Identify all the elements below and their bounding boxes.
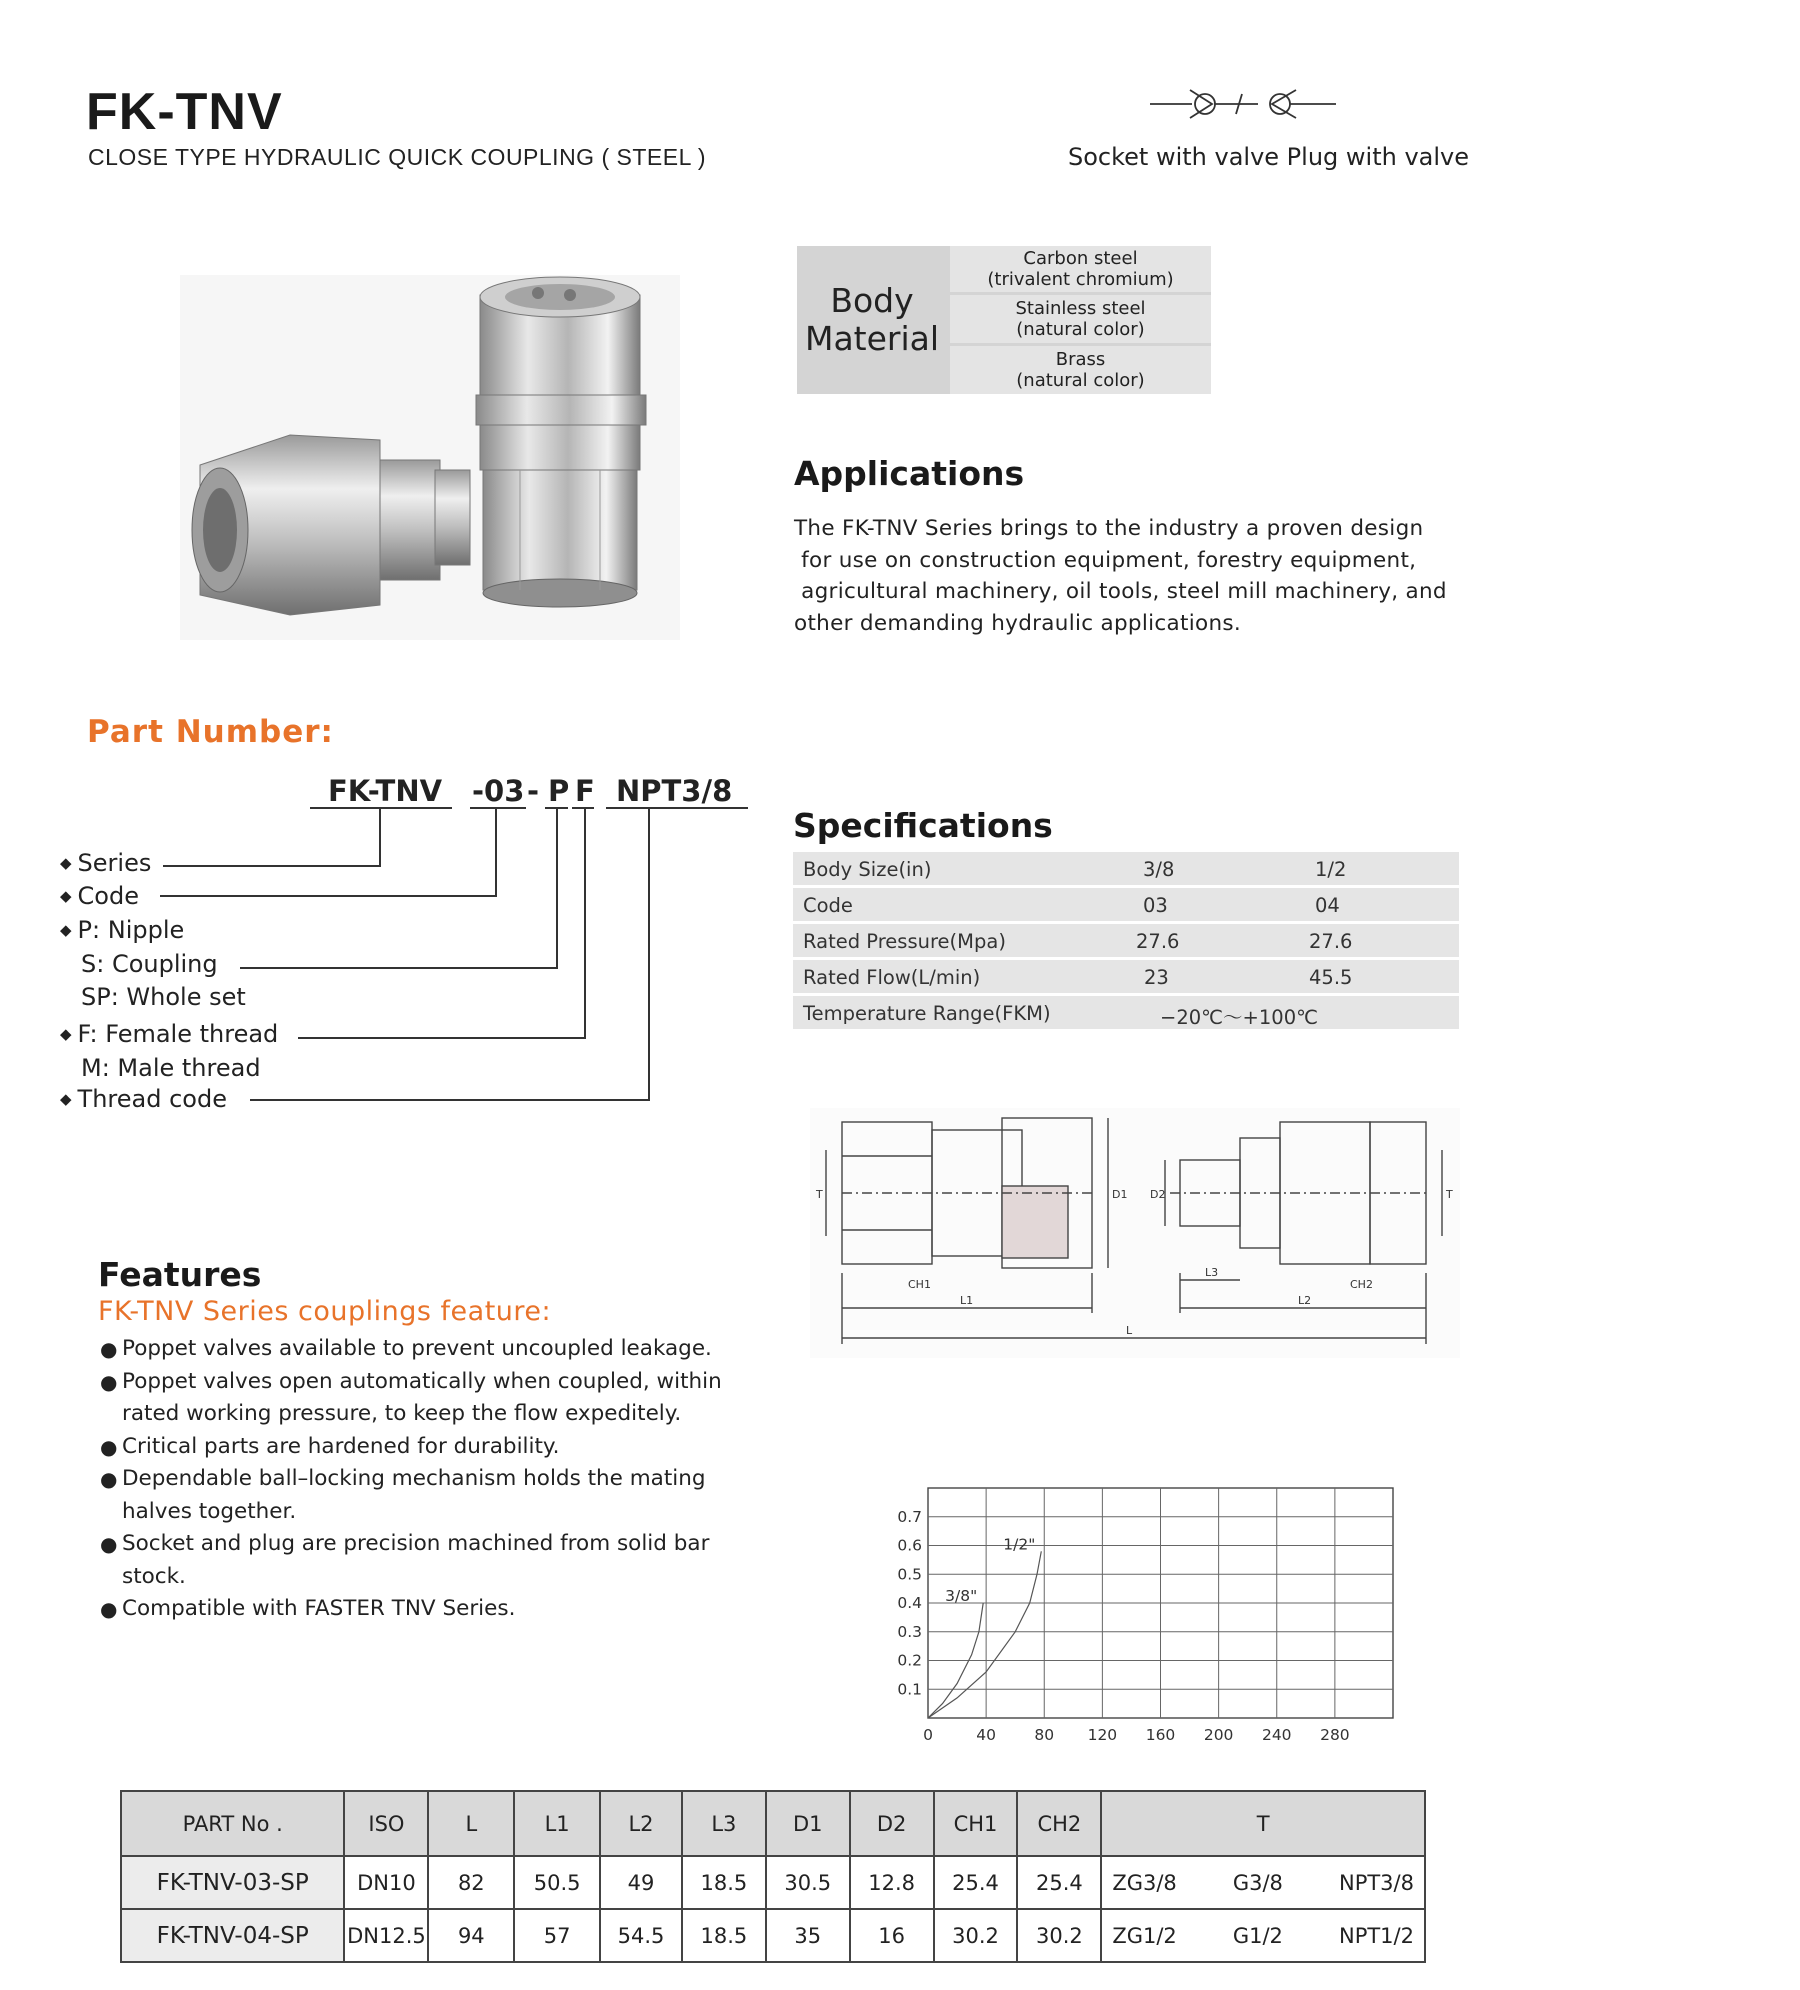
col-header: CH2	[1017, 1791, 1101, 1856]
y-tick-label: 0.7	[897, 1507, 922, 1526]
col-header: CH1	[934, 1791, 1018, 1856]
x-tick-label: 80	[1034, 1726, 1055, 1740]
dim-t-left: T	[816, 1188, 823, 1201]
y-tick-label: 0.6	[897, 1536, 922, 1555]
applications-heading: Applications	[794, 454, 1025, 493]
dim-ch1: CH1	[908, 1278, 931, 1291]
x-tick-label: 0	[923, 1726, 933, 1740]
features-list	[100, 1333, 780, 1626]
applications-text: The FK-TNV Series brings to the industry a proven design for use on construction equipment, forestry equipment, agricultural machinery, oil tools, steel mill machinery, and other demanding hydraulic applications.	[794, 516, 1447, 636]
dim-d1: D1	[1112, 1188, 1128, 1201]
legend-female-thread: ◆ F: Female thread	[60, 1020, 279, 1048]
valve-symbol-icon	[1150, 82, 1350, 127]
dim-l: L	[1126, 1324, 1133, 1337]
dim-l1: L1	[960, 1294, 974, 1307]
pn-dash: -	[527, 774, 540, 808]
pn-code: -03	[472, 774, 525, 808]
y-tick-label: 0.3	[897, 1622, 922, 1641]
col-header: D1	[766, 1791, 850, 1856]
legend-series: ◆ Series	[60, 849, 152, 877]
y-tick-label: 0.4	[897, 1594, 922, 1612]
dim-l3: L3	[1205, 1266, 1219, 1279]
pressure-flow-chart	[880, 1460, 1400, 1740]
dim-ch2: CH2	[1350, 1278, 1373, 1291]
legend-code: ◆ Code	[60, 882, 139, 910]
specifications-heading: Specifications	[793, 806, 1053, 845]
spec-row: Rated Flow(L/min) 23 45.5	[793, 960, 1459, 993]
col-header: L2	[600, 1791, 682, 1856]
table-row: FK-TNV-03-SP DN10 82 50.5 49 18.5 30.5 12.8 25.4 25.4 ZG3/8 G3/8 NPT3/8	[121, 1856, 1425, 1909]
page-subtitle: CLOSE TYPE HYDRAULIC QUICK COUPLING ( STEEL )	[88, 144, 707, 170]
col-header: T	[1101, 1791, 1425, 1856]
y-tick-label: 0.5	[897, 1565, 922, 1584]
features-subheading: FK-TNV Series couplings feature:	[98, 1296, 552, 1327]
body-material-table	[797, 246, 1211, 394]
y-tick-label: 0.2	[897, 1651, 922, 1670]
product-photo	[180, 275, 680, 640]
dim-t-right: T	[1446, 1188, 1453, 1201]
pn-p: P	[548, 774, 570, 808]
legend-male-thread: M: Male thread	[81, 1054, 261, 1082]
col-header: ISO	[344, 1791, 428, 1856]
page-title: FK-TNV	[86, 83, 283, 141]
dim-l2: L2	[1298, 1294, 1312, 1307]
feature-item: ● Compatible with FASTER TNV Series.	[100, 1593, 780, 1626]
material-option: Carbon steel (trivalent chromium)	[950, 246, 1211, 292]
spec-row: Code 03 04	[793, 888, 1459, 921]
feature-item: ● Socket and plug are precision machined from solid bar stock.	[100, 1528, 780, 1593]
feature-item: ● Dependable ball–locking mechanism holds the mating halves together.	[100, 1463, 780, 1528]
feature-item: ● Poppet valves available to prevent uncoupled leakage.	[100, 1333, 780, 1366]
col-header: L3	[682, 1791, 766, 1856]
spec-row: Temperature Range(FKM) −20℃～+100℃	[793, 996, 1459, 1029]
feature-item: ● Critical parts are hardened for durability.	[100, 1431, 780, 1464]
dim-d2: D2	[1150, 1188, 1166, 1201]
x-tick-label: 120	[1087, 1726, 1118, 1740]
pn-thread: NPT3/8	[616, 774, 733, 808]
spec-row: Body Size(in) 3/8 1/2	[793, 852, 1459, 885]
x-tick-label: 160	[1145, 1726, 1176, 1740]
part-table-header	[121, 1791, 1425, 1856]
legend-thread-code: ◆ Thread code	[60, 1085, 227, 1113]
col-header: PART No .	[121, 1791, 344, 1856]
material-option: Stainless steel (natural color)	[950, 295, 1211, 343]
series-label: 3/8"	[945, 1587, 978, 1605]
table-row: FK-TNV-04-SP DN12.5 94 57 54.5 18.5 35 16 30.2 30.2 ZG1/2 G1/2 NPT1/2	[121, 1909, 1425, 1962]
legend-whole-set: SP: Whole set	[81, 983, 246, 1011]
material-option: Brass (natural color)	[950, 346, 1211, 394]
col-header: L1	[514, 1791, 600, 1856]
x-tick-label: 200	[1203, 1726, 1234, 1740]
x-tick-label: 280	[1320, 1726, 1350, 1740]
feature-item: ● Poppet valves open automatically when coupled, within rated working pressure, to keep the flow expeditely.	[100, 1366, 780, 1431]
x-tick-label: 240	[1261, 1726, 1292, 1740]
body-material-heading: Body Material	[804, 281, 940, 358]
spec-row: Rated Pressure(Mpa) 27.6 27.6	[793, 924, 1459, 957]
col-header: D2	[850, 1791, 934, 1856]
dimension-drawing	[810, 1108, 1460, 1358]
legend-nipple: ◆ P: Nipple	[60, 916, 185, 944]
legend-coupling: S: Coupling	[81, 950, 218, 978]
series-label: 1/2"	[1003, 1535, 1036, 1554]
part-table	[120, 1790, 1426, 1963]
col-header: L	[428, 1791, 514, 1856]
part-number-heading: Part Number:	[87, 714, 334, 750]
series-line	[928, 1551, 1041, 1718]
y-tick-label: 0.1	[897, 1680, 922, 1699]
features-heading: Features	[98, 1255, 262, 1294]
pn-f: F	[575, 774, 595, 808]
x-tick-label: 40	[976, 1726, 996, 1740]
pn-series: FK-TNV	[328, 774, 443, 808]
symbol-caption: Socket with valve Plug with valve	[1068, 143, 1469, 171]
